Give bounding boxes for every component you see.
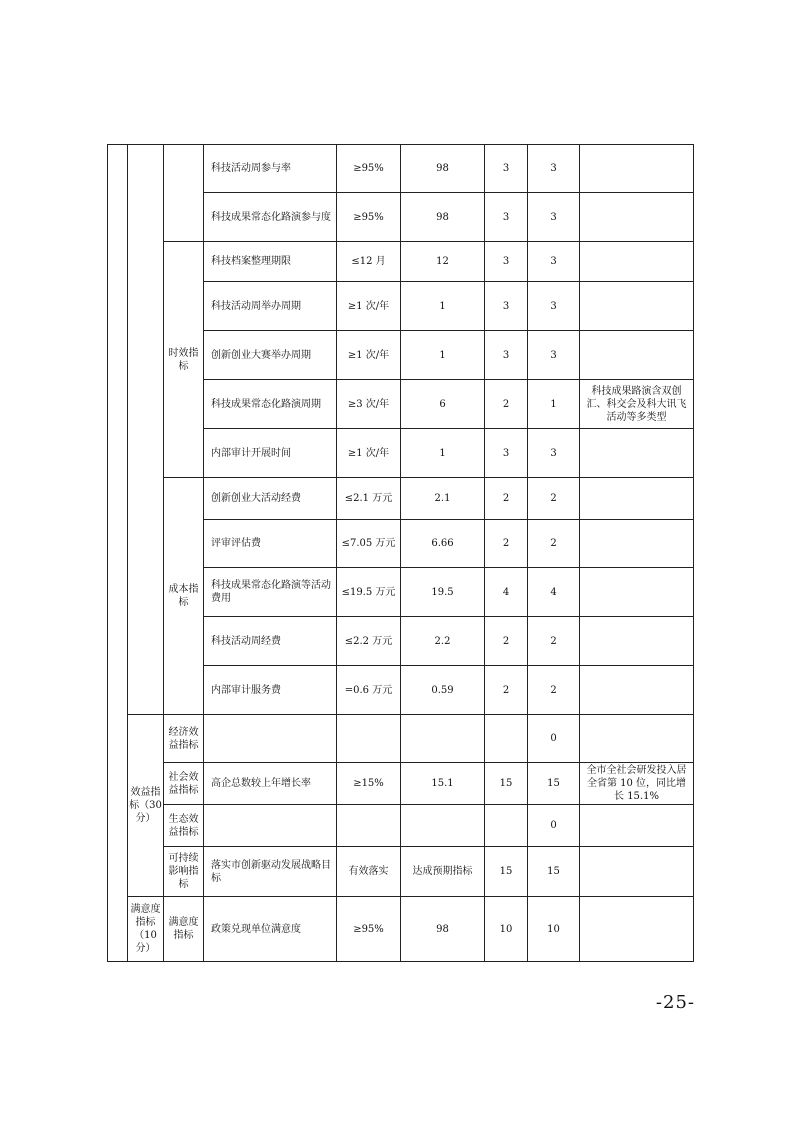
note-cell [580, 666, 694, 715]
table-row [108, 763, 694, 805]
category-sustainable: 可持续影响指标 [164, 847, 204, 897]
target-value: ≥3 次/年 [337, 380, 401, 429]
actual-value: 1 [401, 331, 485, 380]
page-number: -25- [655, 992, 695, 1013]
score-value: 3 [528, 193, 580, 242]
target-value: ≤2.2 万元 [337, 617, 401, 666]
target-value: ≥95% [337, 897, 401, 962]
actual-value: 98 [401, 193, 485, 242]
indicator-name: 创新创业大赛举办周期 [204, 331, 337, 380]
score-value: 2 [528, 617, 580, 666]
indicator-name: 内部审计服务费 [204, 666, 337, 715]
target-value [337, 715, 401, 763]
target-value: =0.6 万元 [337, 666, 401, 715]
weight-value: 3 [485, 242, 528, 282]
table-row [108, 897, 694, 962]
weight-value [485, 805, 528, 847]
table-row [108, 145, 694, 193]
category-timeliness: 时效指标 [164, 242, 204, 478]
note-cell [580, 520, 694, 568]
category-economic: 经济效益指标 [164, 715, 204, 763]
level0-cell [108, 145, 128, 962]
score-value: 3 [528, 145, 580, 193]
indicator-name: 创新创业大活动经费 [204, 478, 337, 520]
target-value: ≥15% [337, 763, 401, 805]
actual-value: 15.1 [401, 763, 485, 805]
weight-value: 3 [485, 193, 528, 242]
note-cell [580, 897, 694, 962]
target-value: 有效落实 [337, 847, 401, 897]
category-satisfaction-level2: 满意度指标 [164, 897, 204, 962]
target-value: ≤2.1 万元 [337, 478, 401, 520]
score-value: 15 [528, 847, 580, 897]
actual-value: 98 [401, 897, 485, 962]
weight-value [485, 715, 528, 763]
weight-value: 2 [485, 380, 528, 429]
category-satisfaction-level1: 满意度指标（10 分） [128, 897, 164, 962]
score-value: 0 [528, 805, 580, 847]
weight-value: 2 [485, 666, 528, 715]
actual-value: 1 [401, 282, 485, 331]
score-value: 2 [528, 478, 580, 520]
table-row [108, 847, 694, 897]
table-row [108, 715, 694, 763]
category-social: 社会效益指标 [164, 763, 204, 805]
actual-value: 6 [401, 380, 485, 429]
target-value: ≤12 月 [337, 242, 401, 282]
actual-value [401, 805, 485, 847]
note-cell [580, 847, 694, 897]
target-value: ≤19.5 万元 [337, 568, 401, 617]
weight-value: 3 [485, 429, 528, 478]
score-value: 3 [528, 331, 580, 380]
actual-value: 1 [401, 429, 485, 478]
table-row [108, 478, 694, 520]
score-value: 4 [528, 568, 580, 617]
indicator-name: 科技活动周参与率 [204, 145, 337, 193]
indicator-name: 高企总数较上年增长率 [204, 763, 337, 805]
score-value: 3 [528, 242, 580, 282]
weight-value: 15 [485, 847, 528, 897]
note-cell [580, 242, 694, 282]
indicator-name: 落实市创新驱动发展战略目标 [204, 847, 337, 897]
target-value: ≥1 次/年 [337, 429, 401, 478]
level2-cell [164, 145, 204, 242]
score-value: 2 [528, 520, 580, 568]
weight-value: 3 [485, 282, 528, 331]
indicator-name: 科技活动周经费 [204, 617, 337, 666]
actual-value: 98 [401, 145, 485, 193]
weight-value: 2 [485, 520, 528, 568]
performance-table [107, 144, 694, 962]
indicator-name: 科技档案整理期限 [204, 242, 337, 282]
indicator-name: 评审评估费 [204, 520, 337, 568]
weight-value: 2 [485, 617, 528, 666]
score-value: 2 [528, 666, 580, 715]
actual-value: 19.5 [401, 568, 485, 617]
weight-value: 3 [485, 145, 528, 193]
category-benefit: 效益指标（30 分） [128, 715, 164, 897]
weight-value: 4 [485, 568, 528, 617]
indicator-name: 科技成果常态化路演等活动费用 [204, 568, 337, 617]
score-value: 1 [528, 380, 580, 429]
score-value: 10 [528, 897, 580, 962]
note-cell [580, 715, 694, 763]
category-cost: 成本指标 [164, 478, 204, 715]
actual-value: 6.66 [401, 520, 485, 568]
note-cell [580, 805, 694, 847]
note-cell [580, 429, 694, 478]
weight-value: 3 [485, 331, 528, 380]
indicator-name: 科技成果常态化路演周期 [204, 380, 337, 429]
target-value [337, 805, 401, 847]
actual-value: 0.59 [401, 666, 485, 715]
note-cell: 科技成果路演含双创汇、科交会及科大讯飞活动等多类型 [580, 380, 694, 429]
note-cell [580, 568, 694, 617]
actual-value: 12 [401, 242, 485, 282]
target-value: ≥1 次/年 [337, 282, 401, 331]
category-ecological: 生态效益指标 [164, 805, 204, 847]
weight-value: 15 [485, 763, 528, 805]
note-cell [580, 282, 694, 331]
note-cell [580, 617, 694, 666]
actual-value: 达成预期指标 [401, 847, 485, 897]
note-cell [580, 478, 694, 520]
weight-value: 10 [485, 897, 528, 962]
note-cell [580, 331, 694, 380]
note-cell [580, 145, 694, 193]
indicator-name: 科技成果常态化路演参与度 [204, 193, 337, 242]
note-cell [580, 193, 694, 242]
actual-value: 2.2 [401, 617, 485, 666]
target-value: ≥1 次/年 [337, 331, 401, 380]
level1-cell [128, 145, 164, 715]
actual-value: 2.1 [401, 478, 485, 520]
indicator-name [204, 715, 337, 763]
score-value: 3 [528, 429, 580, 478]
note-cell: 全市全社会研发投入居全省第 10 位，同比增长 15.1% [580, 763, 694, 805]
indicator-name: 内部审计开展时间 [204, 429, 337, 478]
indicator-name [204, 805, 337, 847]
target-value: ≤7.05 万元 [337, 520, 401, 568]
target-value: ≥95% [337, 193, 401, 242]
score-value: 15 [528, 763, 580, 805]
target-value: ≥95% [337, 145, 401, 193]
score-value: 3 [528, 282, 580, 331]
table-row [108, 805, 694, 847]
score-value: 0 [528, 715, 580, 763]
table-row [108, 242, 694, 282]
weight-value: 2 [485, 478, 528, 520]
actual-value [401, 715, 485, 763]
indicator-name: 政策兑现单位满意度 [204, 897, 337, 962]
indicator-name: 科技活动周举办周期 [204, 282, 337, 331]
